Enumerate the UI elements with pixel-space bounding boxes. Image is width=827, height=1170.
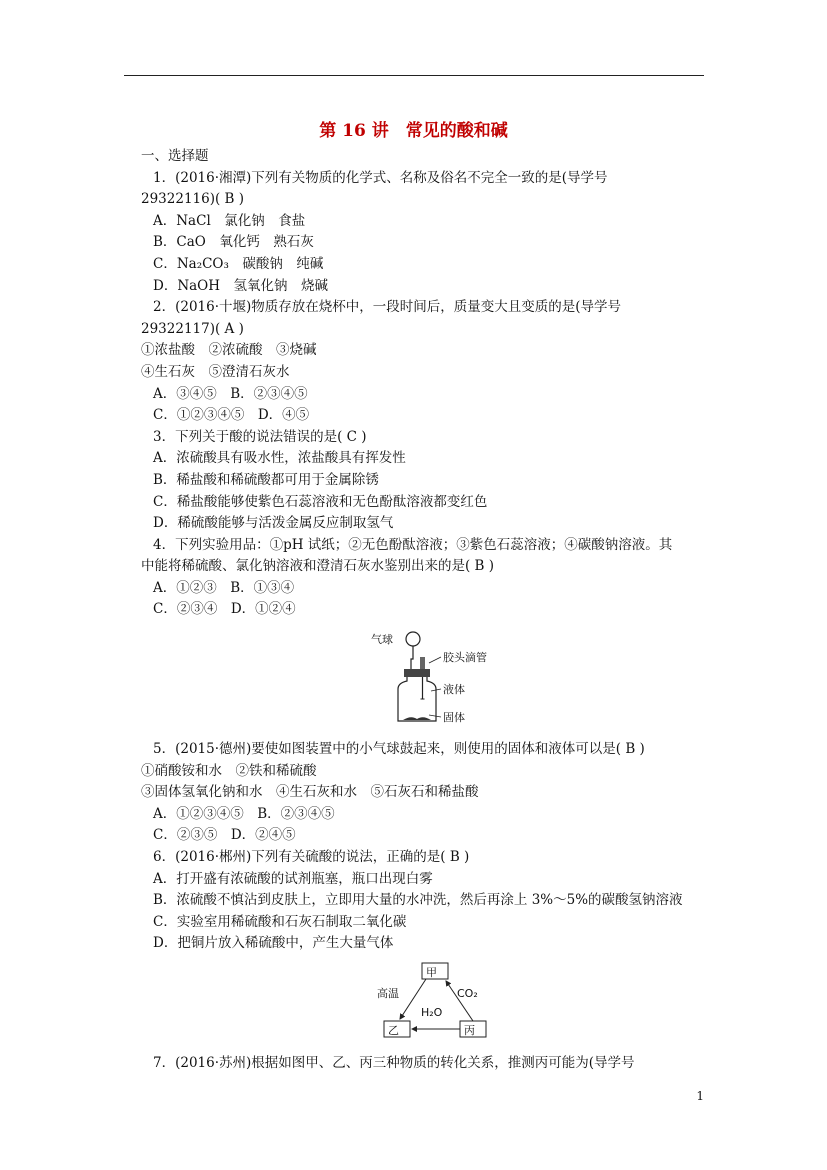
q3-option-b: B．稀盐酸和稀硫酸都可用于金属除锈: [153, 471, 379, 488]
liquid-label: 液体: [443, 683, 465, 697]
q1-option-b: B．CaO 氧化钙 熟石灰: [153, 234, 314, 251]
label-gaowen: 高温: [377, 987, 399, 1000]
q5-options-ab: A．①②③④⑤ B．②③④⑤: [153, 805, 335, 822]
node-bing: 丙: [464, 1024, 475, 1037]
q3-stem: 3．下列关于酸的说法错误的是( C ): [153, 428, 367, 445]
q1-option-d: D．NaOH 氢氧化钠 烧碱: [153, 277, 329, 294]
q2-stem: 2．(2016·十堰)物质存放在烧杯中，一段时间后，质量变大且变质的是(导学号: [153, 299, 622, 316]
conversion-figure: [153, 961, 713, 1043]
q5-items-1: ①硝酸铵和水 ②铁和稀硫酸: [141, 762, 317, 779]
q6-stem: 6．(2016·郴州)下列有关硫酸的说法，正确的是( B ): [153, 849, 470, 866]
q4-stem-cont: 中能将稀硫酸、氯化钠溶液和澄清石灰水鉴别出来的是( B ): [141, 558, 495, 575]
label-co2: CO₂: [457, 987, 478, 1000]
node-yi: 乙: [388, 1024, 399, 1037]
page-title: 第 16 讲 常见的酸和碱: [319, 121, 508, 141]
q6-option-a: A．打开盛有浓硫酸的试剂瓶塞，瓶口出现白雾: [153, 870, 433, 887]
question-list: [141, 146, 713, 1075]
q1-option-c: C．Na₂CO₃ 碳酸钠 纯碱: [153, 255, 324, 272]
q2-stem-cont: 29322117)( A ): [141, 320, 244, 337]
header-rule: [124, 75, 704, 76]
q3-option-a: A．浓硫酸具有吸水性，浓盐酸具有挥发性: [153, 450, 406, 467]
q4-options-cd: C．②③④ D．①②④: [153, 601, 296, 618]
q3-option-d: D．稀硫酸能够与活泼金属反应制取氢气: [153, 515, 394, 532]
page-number: 1: [696, 1089, 704, 1103]
q6-option-d: D．把铜片放入稀硫酸中，产生大量气体: [153, 935, 394, 952]
q1-option-a: A．NaCl 氯化钠 食盐: [153, 212, 306, 229]
label-h2o: H₂O: [421, 1006, 443, 1019]
q6-option-c: C．实验室用稀硫酸和石灰石制取二氧化碳: [153, 913, 407, 930]
q5-options-cd: C．②③⑤ D．②④⑤: [153, 827, 296, 844]
apparatus-figure: [153, 629, 713, 725]
q2-items-2: ④生石灰 ⑤澄清石灰水: [141, 363, 290, 380]
node-jia: 甲: [426, 966, 437, 979]
q7-stem: 7．(2016·苏州)根据如图甲、乙、丙三种物质的转化关系，推测丙可能为(导学号: [153, 1055, 635, 1071]
q1-stem-cont: 29322116)( B ): [141, 191, 245, 208]
q2-items-1: ①浓盐酸 ②浓硫酸 ③烧碱: [141, 342, 317, 359]
dropper-label: 胶头滴管: [443, 651, 487, 665]
q4-options-ab: A．①②③ B．①③④: [153, 579, 295, 596]
q3-option-c: C．稀盐酸能够使紫色石蕊溶液和无色酚酞溶液都变红色: [153, 493, 488, 510]
q2-options-ab: A．③④⑤ B．②③④⑤: [153, 385, 308, 402]
balloon-label: 气球: [371, 633, 393, 647]
q5-stem: 5．(2015·德州)要使如图装置中的小气球鼓起来，则使用的固体和液体可以是( B ): [153, 741, 645, 758]
q6-option-b: B．浓硫酸不慎沾到皮肤上，立即用大量的水冲洗，然后再涂上 3%～5%的碳酸氢钠溶液: [153, 892, 683, 909]
solid-label: 固体: [443, 711, 465, 725]
q2-options-cd: C．①②③④⑤ D．④⑤: [153, 407, 310, 424]
q4-stem: 4．下列实验用品：①pH 试纸；②无色酚酞溶液；③紫色石蕊溶液；④碳酸钠溶液。其: [153, 536, 673, 553]
section-heading: 一、选择题: [141, 148, 209, 164]
q5-items-2: ③固体氢氧化钠和水 ④生石灰和水 ⑤石灰石和稀盐酸: [141, 784, 479, 801]
q1-stem: 1．(2016·湘潭)下列有关物质的化学式、名称及俗名不完全一致的是(导学号: [153, 169, 608, 186]
